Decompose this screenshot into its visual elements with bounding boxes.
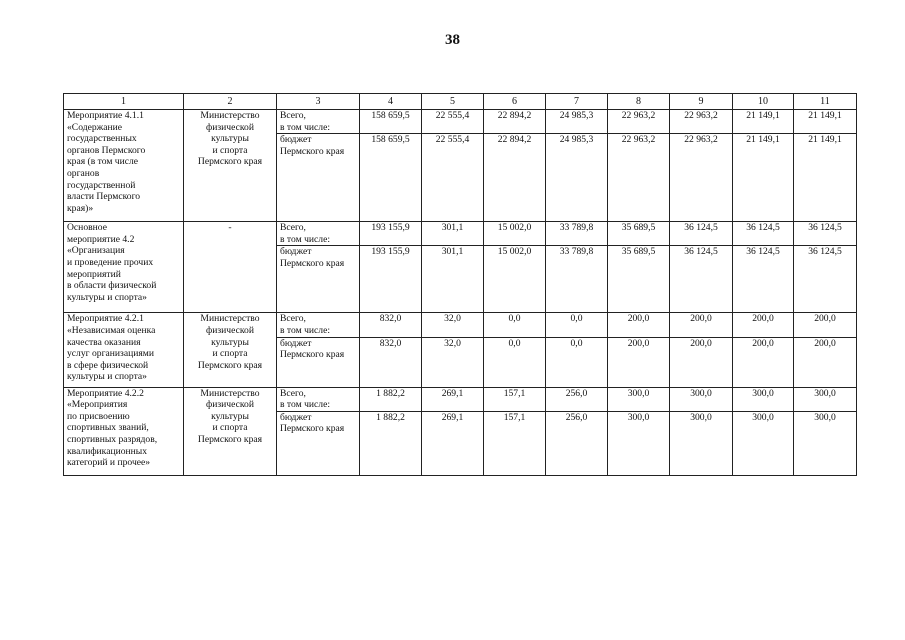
total-value-cell: 36 124,5 (794, 222, 857, 246)
total-value-cell: 36 124,5 (733, 222, 794, 246)
total-value-cell: 300,0 (670, 387, 733, 411)
budget-value-cell: 0,0 (546, 337, 608, 387)
source-budget-label (277, 337, 360, 387)
executor-line: физической (206, 324, 254, 336)
measure-name-line: спортивных разрядов, (67, 433, 158, 445)
executor-line: - (228, 222, 232, 234)
total-value-cell: 193 155,9 (360, 222, 422, 246)
budget-value-cell: 22 963,2 (670, 134, 733, 222)
total-value-cell: 200,0 (733, 313, 794, 337)
executor (184, 222, 277, 313)
total-value-cell: 200,0 (794, 313, 857, 337)
budget-value-cell: 200,0 (733, 337, 794, 387)
total-value-cell: 300,0 (733, 387, 794, 411)
executor-line: Министерство (200, 387, 260, 399)
measure-name-line: услуг организациями (67, 348, 154, 360)
measure-name-line: Мероприятие 4.2.1 (67, 313, 144, 325)
table-row (64, 110, 857, 134)
executor-line: Пермского края (197, 156, 263, 168)
column-header: 8 (608, 94, 670, 110)
column-header: 1 (64, 94, 184, 110)
column-header: 7 (546, 94, 608, 110)
total-value-cell: 15 002,0 (484, 222, 546, 246)
measure-name-line: в области физической (67, 280, 157, 292)
budget-value-cell: 33 789,8 (546, 246, 608, 313)
total-value-cell: 22 555,4 (422, 110, 484, 134)
total-value-cell: 832,0 (360, 313, 422, 337)
budget-value-cell: 200,0 (670, 337, 733, 387)
budget-value-cell: 158 659,5 (360, 134, 422, 222)
executor (184, 313, 277, 387)
source-budget-line: Пермского края (280, 145, 345, 157)
executor-line: культуры (211, 133, 249, 145)
executor-line: физической (206, 121, 254, 133)
budget-value-cell: 301,1 (422, 246, 484, 313)
budget-value-cell: 832,0 (360, 337, 422, 387)
executor-line: Министерство (200, 313, 260, 325)
measure-name (64, 313, 184, 387)
total-value-cell: 157,1 (484, 387, 546, 411)
measure-name-line: мероприятий (67, 268, 121, 280)
executor-line: Пермского края (197, 433, 263, 445)
total-value-cell: 0,0 (484, 313, 546, 337)
measure-name-line: качества оказания (67, 336, 141, 348)
budget-value-cell: 0,0 (484, 337, 546, 387)
measure-name-line: Основное (67, 222, 107, 234)
budget-value-cell: 36 124,5 (733, 246, 794, 313)
measure-name-line: государственных (67, 133, 137, 145)
total-value-cell: 200,0 (608, 313, 670, 337)
source-total-label (277, 222, 360, 246)
total-value-cell: 158 659,5 (360, 110, 422, 134)
measure-name-line: власти Пермского (67, 191, 141, 203)
total-value-cell: 24 985,3 (546, 110, 608, 134)
budget-value-cell: 21 149,1 (794, 134, 857, 222)
budget-value-cell: 24 985,3 (546, 134, 608, 222)
measure-name-line: государственной (67, 179, 136, 191)
total-value-cell: 269,1 (422, 387, 484, 411)
budget-value-cell: 256,0 (546, 411, 608, 475)
budget-value-cell: 15 002,0 (484, 246, 546, 313)
measure-name-line: органов Пермского (67, 144, 146, 156)
column-header: 10 (733, 94, 794, 110)
total-value-cell: 22 963,2 (608, 110, 670, 134)
source-total-line: Всего, (280, 110, 306, 121)
total-value-cell: 33 789,8 (546, 222, 608, 246)
budget-value-cell: 1 882,2 (360, 411, 422, 475)
measure-name-line: «Содержание (67, 121, 123, 133)
source-total-line: в том числе: (280, 324, 331, 336)
source-budget-line: бюджет (280, 134, 312, 146)
source-budget-label (277, 411, 360, 475)
budget-value-cell: 22 555,4 (422, 134, 484, 222)
budget-value-cell: 32,0 (422, 337, 484, 387)
measure-name-line: категорий и прочее» (67, 457, 151, 469)
executor-line: Пермского края (197, 359, 263, 371)
column-header: 6 (484, 94, 546, 110)
table-row (64, 313, 857, 337)
header-row (64, 94, 857, 110)
budget-value-cell: 35 689,5 (608, 246, 670, 313)
source-total-label (277, 110, 360, 134)
source-total-line: Всего, (280, 387, 306, 399)
budget-value-cell: 300,0 (670, 411, 733, 475)
executor (184, 387, 277, 475)
source-budget-line: Пермского края (280, 423, 345, 435)
total-value-cell: 0,0 (546, 313, 608, 337)
budget-value-cell: 157,1 (484, 411, 546, 475)
source-total-line: Всего, (280, 313, 306, 325)
column-header: 4 (360, 94, 422, 110)
total-value-cell: 22 894,2 (484, 110, 546, 134)
measure-name-line: культуры и спорта» (67, 291, 147, 303)
executor-line: и спорта (212, 422, 248, 434)
total-value-cell: 1 882,2 (360, 387, 422, 411)
source-total-line: в том числе: (280, 233, 331, 245)
measure-name-line: культуры и спорта» (67, 371, 147, 383)
measure-name-line: «Независимая оценка (67, 324, 156, 336)
column-header: 9 (670, 94, 733, 110)
measure-name (64, 387, 184, 475)
executor-line: и спорта (212, 144, 248, 156)
total-value-cell: 301,1 (422, 222, 484, 246)
total-value-cell: 300,0 (608, 387, 670, 411)
budget-value-cell: 36 124,5 (794, 246, 857, 313)
total-value-cell: 256,0 (546, 387, 608, 411)
measure-name-line: Мероприятие 4.1.1 (67, 110, 144, 121)
column-header: 2 (184, 94, 277, 110)
budget-value-cell: 200,0 (608, 337, 670, 387)
measure-name-line: органов (67, 167, 100, 179)
executor-line: культуры (211, 336, 249, 348)
budget-table (63, 93, 857, 476)
measure-name-line: спортивных званий, (67, 422, 149, 434)
page-number: 38 (445, 32, 460, 48)
measure-name-line: мероприятие 4.2 (67, 233, 135, 245)
total-value-cell: 21 149,1 (733, 110, 794, 134)
measure-name-line: Мероприятие 4.2.2 (67, 387, 144, 399)
budget-value-cell: 300,0 (733, 411, 794, 475)
total-value-cell: 300,0 (794, 387, 857, 411)
measure-name-line: и проведение прочих (67, 256, 154, 268)
source-budget-line: бюджет (280, 246, 312, 258)
measure-name-line: в сфере физической (67, 359, 149, 371)
budget-value-cell: 22 963,2 (608, 134, 670, 222)
measure-name-line: «Мероприятия (67, 399, 128, 411)
measure-name (64, 222, 184, 313)
budget-value-cell: 36 124,5 (670, 246, 733, 313)
budget-value-cell: 22 894,2 (484, 134, 546, 222)
source-budget-line: бюджет (280, 337, 312, 349)
measure-name-line: края (в том числе (67, 156, 139, 168)
measure-name-line: по присвоению (67, 410, 130, 422)
total-value-cell: 22 963,2 (670, 110, 733, 134)
budget-value-cell: 21 149,1 (733, 134, 794, 222)
measure-name (64, 110, 184, 222)
total-value-cell: 32,0 (422, 313, 484, 337)
measure-name-line: края)» (67, 202, 94, 214)
column-header: 5 (422, 94, 484, 110)
source-total-line: Всего, (280, 222, 306, 234)
executor-line: Министерство (200, 110, 260, 121)
executor-line: физической (206, 399, 254, 411)
source-budget-line: Пермского края (280, 349, 345, 361)
budget-value-cell: 193 155,9 (360, 246, 422, 313)
measure-name-line: «Организация (67, 245, 125, 257)
total-value-cell: 36 124,5 (670, 222, 733, 246)
budget-value-cell: 300,0 (608, 411, 670, 475)
source-total-line: в том числе: (280, 399, 331, 411)
source-total-label (277, 387, 360, 411)
total-value-cell: 200,0 (670, 313, 733, 337)
source-budget-line: Пермского края (280, 257, 345, 269)
column-header: 3 (277, 94, 360, 110)
source-total-label (277, 313, 360, 337)
total-value-cell: 21 149,1 (794, 110, 857, 134)
total-value-cell: 35 689,5 (608, 222, 670, 246)
column-header: 11 (794, 94, 857, 110)
source-budget-label (277, 246, 360, 313)
source-total-line: в том числе: (280, 121, 331, 133)
table-row (64, 387, 857, 411)
executor (184, 110, 277, 222)
executor-line: культуры (211, 410, 249, 422)
budget-value-cell: 269,1 (422, 411, 484, 475)
source-budget-label (277, 134, 360, 222)
executor-line: и спорта (212, 348, 248, 360)
budget-value-cell: 300,0 (794, 411, 857, 475)
source-budget-line: бюджет (280, 411, 312, 423)
budget-value-cell: 200,0 (794, 337, 857, 387)
measure-name-line: квалификационных (67, 445, 148, 457)
table-row (64, 222, 857, 246)
